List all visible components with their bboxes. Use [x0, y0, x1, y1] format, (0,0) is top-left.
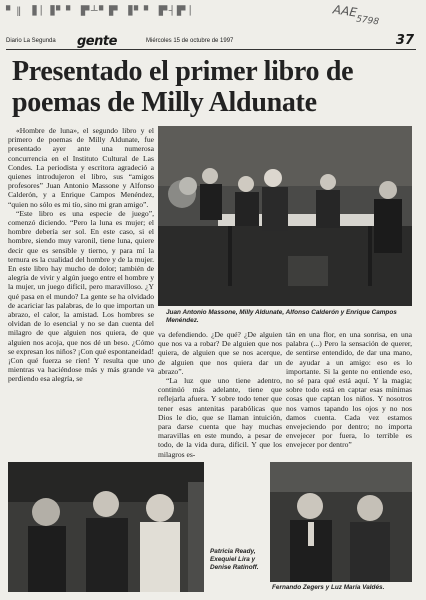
paragraph: “La luz que uno tiene adentro, continúó más adelante, tiene que reflejarla afuera. Y sobre todo tener que tener esas antenitas parabólicas que Dios le dio, que se llaman intuición, para darse cuenta que hay muchas maravillas en este mundo, a pesar de todo, de la vida dura, difícil. Y que los milagros es-	[158, 376, 282, 459]
handwritten-number: 5798	[355, 14, 380, 28]
publication-date: Miércoles 15 de octubre de 1997	[146, 38, 234, 44]
bottom-right-photo	[270, 462, 412, 582]
photo-image	[158, 126, 412, 306]
paragraph: tán en una flor, en una sonrisa, en una palabra (...) Pero la sensación de querer, de sentirse entendido, de dar una mano, de ayudar a un amigo: eso es lo importante. Si la gente no entiende eso, no sé para qué está aquí. Y la magia; sobre todo está en captar esas mínimas cosas que captan los niños. Y nosotros nos vamos tapando los ojos y no nos damos cuenta. Cada vez estamos envejeciendo por dentro; no importa envejecer por fuera, lo terrible es envejecer por dentro”	[286, 330, 412, 450]
main-photo	[158, 126, 412, 306]
newspaper-name: Diario La Segunda	[6, 38, 56, 44]
headline: Presentado el primer libro de poemas de Milly Aldunate	[12, 56, 354, 118]
section-name: gente	[77, 34, 117, 49]
paragraph: va defendiendo. ¿De qué? ¿De alguien que nos va a robar? De alguien que nos quiera, de alguien que se nos acerque, de alguien que nos quiera dar un abrazo”.	[158, 330, 282, 376]
article-column-3	[286, 330, 412, 460]
main-photo-caption: Juan Antonio Massone, Milly Aldunate, Alfonso Calderón y Enrique Campos Menéndez.	[166, 309, 397, 324]
faded-masthead: ▘‖ ▐│▐▘▘ ▛┴▘▛ ▐▘▘ ▛┤▛│	[6, 5, 195, 16]
page-number: 37	[395, 33, 414, 48]
photo-image	[270, 462, 412, 582]
article-column-1	[8, 126, 154, 476]
photo-image	[8, 462, 204, 592]
article-column-2	[158, 330, 282, 460]
paragraph: «Hombre de luna», el segundo libro y el primero de poemas de Milly Aldunate, fue presentado ayer ante una numerosa concurrencia en el Instituto Cultural de Las Condes. La periodista y escritora agradeció a quienes introdujeron el libro, sus “amigos profesores” Juan Antonio Massone y Alfonso Calderón, y a Enrique Campos Menéndez, “quien no sólo es mi tío, sino mi gran amigo”.	[8, 126, 154, 209]
bottom-right-caption: Fernando Zegers y Luz María Valdés.	[272, 584, 385, 591]
bottom-left-photo	[8, 462, 204, 592]
paragraph: “Este libro es una especie de juego”, comenzó diciendo. “Pero la luna es mujer; el hombre debería ser sol. En este caso, si el hombre, siendo muy varonil, tiene luna, quiere decir que es sensible y tierno, y para mí la ternura es la cualidad del hombre y de la mujer. En este libro hay mucho de dolor; también de alegría de vivir y algún juego entre el hombre y la mujer, un juego difícil, pero maravilloso. ¿Y qué pasa en el mundo? La gente se ha olvidado de acariciar las palabras, de lo que importan un abrazo, el calor, la amistad. Los hombres se olvidan de lo esencial y no se dan cuenta del milagro de que alguien nos quiera, de que alguien nos acoja, que nos dé un beso. ¿Cómo se expresan los niños? ¡Con qué espontaneidad! ¡Con qué fuerza se ríen! Y resulta que uno mientras va haciéndose más y más grande va perdiendo esa alegría, se	[8, 208, 154, 384]
section-header	[6, 35, 416, 50]
handwritten-note: AAE	[332, 2, 358, 20]
bottom-left-caption: Patricia Ready, Exequiel Lira y Denise Ratinoff.	[210, 548, 259, 571]
